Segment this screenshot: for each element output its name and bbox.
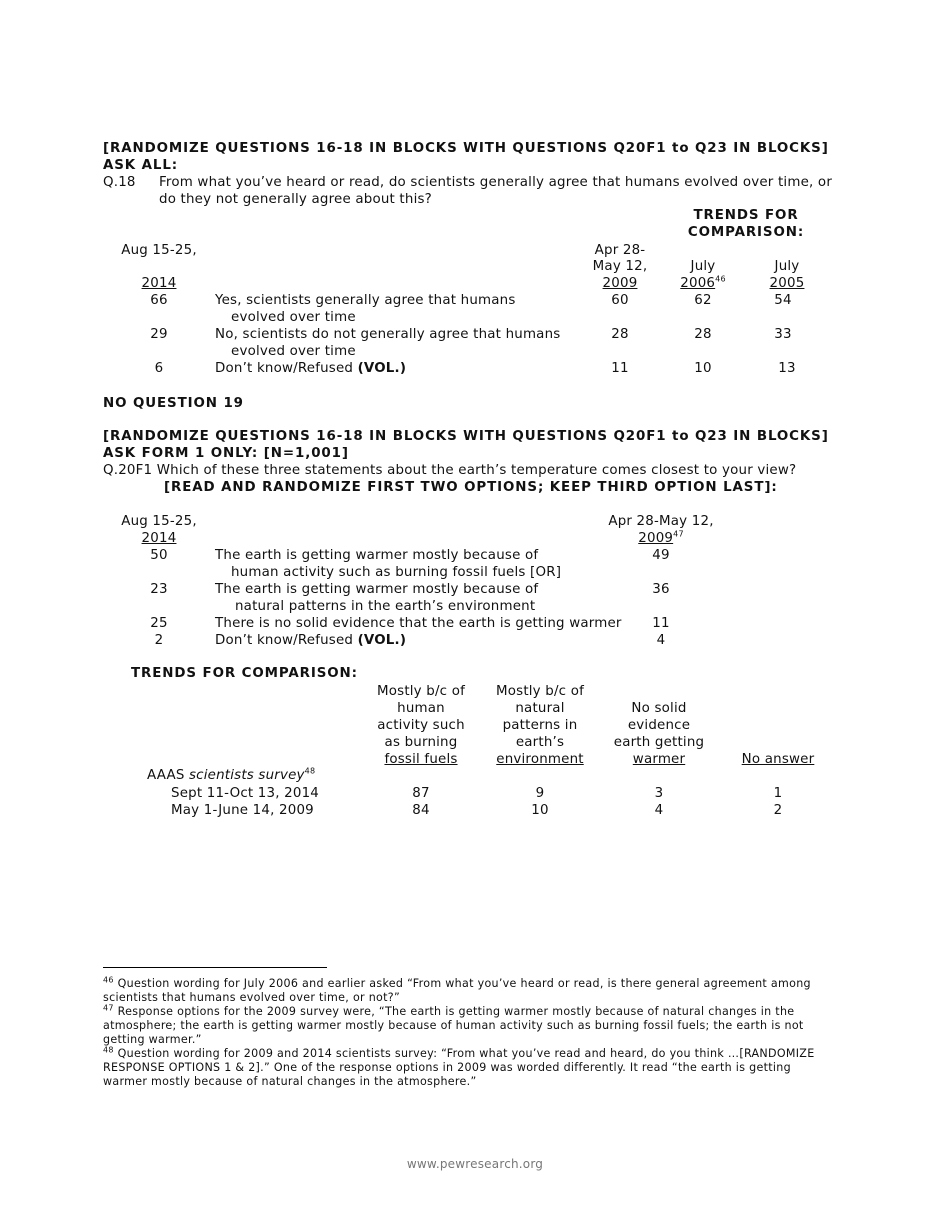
q20-col-2014-date: Aug 15-25,: [121, 514, 197, 529]
footnote-text: Question wording for July 2006 and earlier asked “From what you’ve heard or read, is there general agreement among: [117, 977, 811, 990]
q18-value-2014: 6: [154, 361, 164, 376]
trend-col-human-l5: fossil fuels: [384, 752, 458, 767]
q20-ask-form: ASK FORM 1 ONLY: [N=1,001]: [103, 446, 349, 461]
q18-col-2006-year: 2006: [680, 276, 716, 291]
footnote-48-cont1: RESPONSE OPTIONS 1 & 2].” One of the response options in 2009 was worded differently. It read “the earth is getting: [103, 1061, 791, 1074]
q18-value-2005: 13: [778, 361, 796, 376]
q18-col-2014-date: Aug 15-25,: [121, 243, 197, 258]
trend-value-noevidence: 3: [654, 786, 664, 801]
q18-value-2014: 29: [150, 327, 168, 342]
q20-col-2009-date: Apr 28-May 12,: [608, 514, 714, 529]
q18-text-line1: From what you’ve heard or read, do scientists generally agree that humans evolved over time, or: [159, 175, 833, 190]
footnote-text: Question wording for 2009 and 2014 scientists survey: “From what you’ve read and heard, do you think …[RANDOMIZE: [117, 1047, 815, 1060]
q20-col-2009-year-wrap: [638, 531, 683, 546]
footnote-number: 46: [103, 975, 114, 985]
trend-value-natural: 9: [535, 786, 545, 801]
q20-value-2009: 11: [652, 616, 670, 631]
trend-col-noevidence-l1: No solid: [631, 701, 687, 716]
q18-row-label-cont: evolved over time: [231, 310, 356, 325]
trend-row-date: May 1-June 14, 2009: [171, 803, 314, 818]
q18-text-line2: do they not generally agree about this?: [159, 192, 432, 207]
trend-value-human: 87: [412, 786, 430, 801]
q20-value-2009: 36: [652, 582, 670, 597]
trend-value-noanswer: 2: [773, 803, 783, 818]
q20-row-label: There is no solid evidence that the earth is getting warmer: [215, 616, 622, 631]
footnote-ref-48: 48: [304, 766, 316, 776]
q20-col-2014-year: 2014: [141, 531, 177, 546]
q20-row-label-cont: natural patterns in the earth’s environment: [235, 599, 536, 614]
footnote-rule: [103, 967, 327, 968]
q20-value-2014: 25: [150, 616, 168, 631]
aaas-label-plain: AAAS: [147, 768, 185, 783]
q20-value-2014: 50: [150, 548, 168, 563]
q18-value-2009: 11: [611, 361, 629, 376]
footnote-ref-46: 46: [715, 274, 726, 284]
footnote-number: 48: [103, 1045, 114, 1055]
q18-col-2009-year: 2009: [602, 276, 638, 291]
q18-col-2005-date: July: [774, 259, 800, 274]
q18-col-2009-date1: Apr 28-: [594, 243, 646, 258]
q20-row-label: The earth is getting warmer mostly because of: [215, 582, 539, 597]
q18-row-label: Don’t know/Refused: [215, 361, 354, 376]
q18-col-2006-date: July: [690, 259, 716, 274]
q20-row-label-wrap: [215, 633, 406, 648]
footer-url[interactable]: www.pewresearch.org: [406, 1157, 544, 1171]
q18-row-label-cont: evolved over time: [231, 344, 356, 359]
q20-row-label: Don’t know/Refused: [215, 633, 354, 648]
trend-col-human-l4: as burning: [384, 735, 458, 750]
trend-col-natural-l1: Mostly b/c of: [495, 684, 585, 699]
trend-col-human-l3: activity such: [377, 718, 465, 733]
q18-value-2006: 62: [694, 293, 712, 308]
no-question-19: NO QUESTION 19: [103, 396, 244, 411]
q20-block-header: [RANDOMIZE QUESTIONS 16-18 IN BLOCKS WITH QUESTIONS Q20F1 to Q23 IN BLOCKS]: [103, 429, 829, 444]
trend-col-natural-l3: patterns in: [502, 718, 578, 733]
q20-value-2014: 2: [154, 633, 164, 648]
q20-row-label: The earth is getting warmer mostly because of: [215, 548, 539, 563]
footnote-text: Response options for the 2009 survey were, “The earth is getting warmer mostly because of natural changes in the: [117, 1005, 795, 1018]
q20-question-text: Q.20F1 Which of these three statements about the earth’s temperature comes closest to your view?: [103, 463, 797, 478]
q18-col-2014-year: 2014: [141, 276, 177, 291]
trend-row-date: Sept 11-Oct 13, 2014: [171, 786, 320, 801]
vol-tag: (VOL.): [357, 633, 407, 648]
q18-row-label-wrap: [215, 361, 406, 376]
footnote-47: [103, 1005, 794, 1019]
q20-value-2014: 23: [150, 582, 168, 597]
q18-value-2006: 28: [694, 327, 712, 342]
q20-instruction: [READ AND RANDOMIZE FIRST TWO OPTIONS; KEEP THIRD OPTION LAST]:: [164, 480, 778, 495]
q18-value-2009: 28: [611, 327, 629, 342]
q20-trends-title: TRENDS FOR COMPARISON:: [131, 666, 358, 681]
trend-col-natural-l2: natural: [515, 701, 565, 716]
q18-value-2005: 54: [774, 293, 792, 308]
footnote-47-cont1: atmosphere; the earth is getting warmer mostly because of human activity such as burning fossil fuels; the earth is not: [103, 1019, 804, 1032]
trend-col-human-l1: Mostly b/c of: [376, 684, 466, 699]
q20-col-2009-year: 2009: [638, 531, 674, 546]
q18-number: Q.18: [103, 175, 136, 190]
footnote-47-cont2: getting warmer.”: [103, 1033, 202, 1046]
q20-row-label-cont: human activity such as burning fossil fuels [OR]: [231, 565, 562, 580]
trend-col-natural-l4: earth’s: [515, 735, 565, 750]
footnote-46: [103, 977, 811, 991]
footnote-ref-47: 47: [673, 529, 684, 539]
q18-block-header: [RANDOMIZE QUESTIONS 16-18 IN BLOCKS WITH QUESTIONS Q20F1 to Q23 IN BLOCKS]: [103, 141, 829, 156]
footnote-number: 47: [103, 1003, 114, 1013]
q18-trends-line2: COMPARISON:: [687, 225, 805, 240]
q18-value-2005: 33: [774, 327, 792, 342]
trend-value-noevidence: 4: [654, 803, 664, 818]
trend-value-human: 84: [412, 803, 430, 818]
q20-value-2009: 49: [652, 548, 670, 563]
aaas-label-italic: scientists survey: [189, 768, 305, 783]
footnote-48-cont2: warmer mostly because of natural changes in the atmosphere.”: [103, 1075, 477, 1088]
aaas-survey-label: [147, 768, 315, 783]
trend-col-human-l2: human: [397, 701, 445, 716]
trend-value-noanswer: 1: [773, 786, 783, 801]
q18-col-2009-date2: May 12,: [592, 259, 648, 274]
vol-tag: (VOL.): [357, 361, 407, 376]
q20-value-2009: 4: [656, 633, 666, 648]
q18-row-label: No, scientists do not generally agree that humans: [215, 327, 561, 342]
q18-col-2006-year-wrap: [680, 276, 725, 291]
trend-col-noevidence-l4: warmer: [632, 752, 686, 767]
trend-col-noanswer: No answer: [741, 752, 815, 767]
q18-col-2005-year: 2005: [769, 276, 805, 291]
q18-value-2009: 60: [611, 293, 629, 308]
q18-value-2014: 66: [150, 293, 168, 308]
trend-col-noevidence-l2: evidence: [627, 718, 691, 733]
q18-row-label: Yes, scientists generally agree that humans: [215, 293, 516, 308]
trend-col-natural-l5: environment: [496, 752, 584, 767]
trend-value-natural: 10: [531, 803, 549, 818]
footnote-46-cont: scientists that humans evolved over time, or not?”: [103, 991, 401, 1004]
q18-trends-line1: TRENDS FOR: [693, 208, 799, 223]
q18-ask-all: ASK ALL:: [103, 158, 179, 173]
footnote-48: [103, 1047, 815, 1061]
q18-value-2006: 10: [694, 361, 712, 376]
trend-col-noevidence-l3: earth getting: [613, 735, 705, 750]
